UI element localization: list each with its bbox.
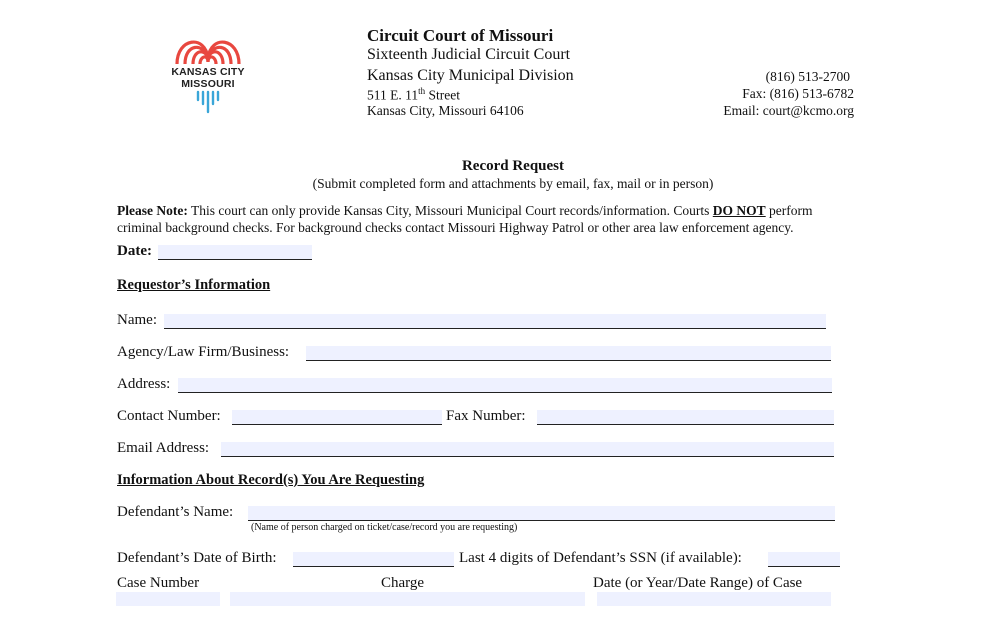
form-title: Record Request xyxy=(461,158,565,174)
logo-text-line1: KANSAS CITY xyxy=(171,66,245,78)
court-street-address xyxy=(367,86,460,104)
note-emphasis: DO NOT xyxy=(712,203,766,218)
email-address-field[interactable] xyxy=(221,442,834,457)
address-label: Address: xyxy=(117,376,171,392)
date-range-header: Date (or Year/Date Range) of Case xyxy=(593,575,803,591)
form-subtitle: (Submit completed form and attachments by email, fax, mail or in person) xyxy=(312,176,714,191)
court-division-line: Kansas City Municipal Division xyxy=(367,67,574,84)
charge-cell[interactable] xyxy=(230,592,585,606)
court-city: Kansas City, Missouri 64106 xyxy=(367,103,524,118)
agency-label: Agency/Law Firm/Business: xyxy=(117,344,290,360)
contact-number-label: Contact Number: xyxy=(117,408,221,424)
defendant-name-label: Defendant’s Name: xyxy=(117,504,234,520)
name-field[interactable] xyxy=(164,314,826,329)
street-number: 511 E. 11 xyxy=(367,87,419,103)
ssn-field[interactable] xyxy=(768,552,840,567)
note-text-2: perform xyxy=(765,203,813,218)
record-heading: Information About Record(s) You Are Requesting xyxy=(117,472,425,488)
case-number-cell[interactable] xyxy=(116,592,220,606)
defendant-name-field[interactable] xyxy=(248,506,835,521)
fountain-drops-icon xyxy=(165,90,251,116)
street-ordinal: th xyxy=(418,86,426,96)
logo-text-line2: MISSOURI xyxy=(181,78,235,90)
date-label: Date: xyxy=(117,243,152,259)
email-address-label: Email Address: xyxy=(117,440,210,456)
note-text-1: This court can only provide Kansas City, Missouri Municipal Court records/information. Courts xyxy=(187,203,713,218)
please-note-line1 xyxy=(117,202,813,219)
requestor-heading: Requestor’s Information xyxy=(117,277,271,293)
note-label: Please Note: xyxy=(117,203,188,218)
dob-field[interactable] xyxy=(293,552,454,567)
address-field[interactable] xyxy=(178,378,832,393)
court-title: Circuit Court of Missouri xyxy=(367,26,554,45)
court-phone: (816) 513-2700 xyxy=(765,69,850,84)
date-range-cell[interactable] xyxy=(597,592,831,606)
contact-number-field[interactable] xyxy=(232,410,442,425)
street-name: Street xyxy=(425,87,461,103)
court-name-line: Sixteenth Judicial Circuit Court xyxy=(367,46,571,63)
kansas-city-logo xyxy=(165,28,251,118)
fax-number-field[interactable] xyxy=(537,410,834,425)
please-note-line2: criminal background checks. For background checks contact Missouri Highway Patrol or other area law enforcement agency. xyxy=(117,220,794,235)
charge-header: Charge xyxy=(381,575,425,591)
defendant-name-hint: (Name of person charged on ticket/case/record you are requesting) xyxy=(251,522,518,533)
fountain-arch-icon xyxy=(165,28,251,68)
dob-label: Defendant’s Date of Birth: xyxy=(117,550,277,566)
ssn-label: Last 4 digits of Defendant’s SSN (if available): xyxy=(459,550,742,566)
fax-number-label: Fax Number: xyxy=(446,408,526,424)
agency-field[interactable] xyxy=(306,346,831,361)
court-email: Email: court@kcmo.org xyxy=(723,103,854,118)
case-number-header: Case Number xyxy=(117,575,200,591)
date-field[interactable] xyxy=(158,245,312,260)
name-label: Name: xyxy=(117,312,157,328)
court-fax: Fax: (816) 513-6782 xyxy=(742,86,854,101)
